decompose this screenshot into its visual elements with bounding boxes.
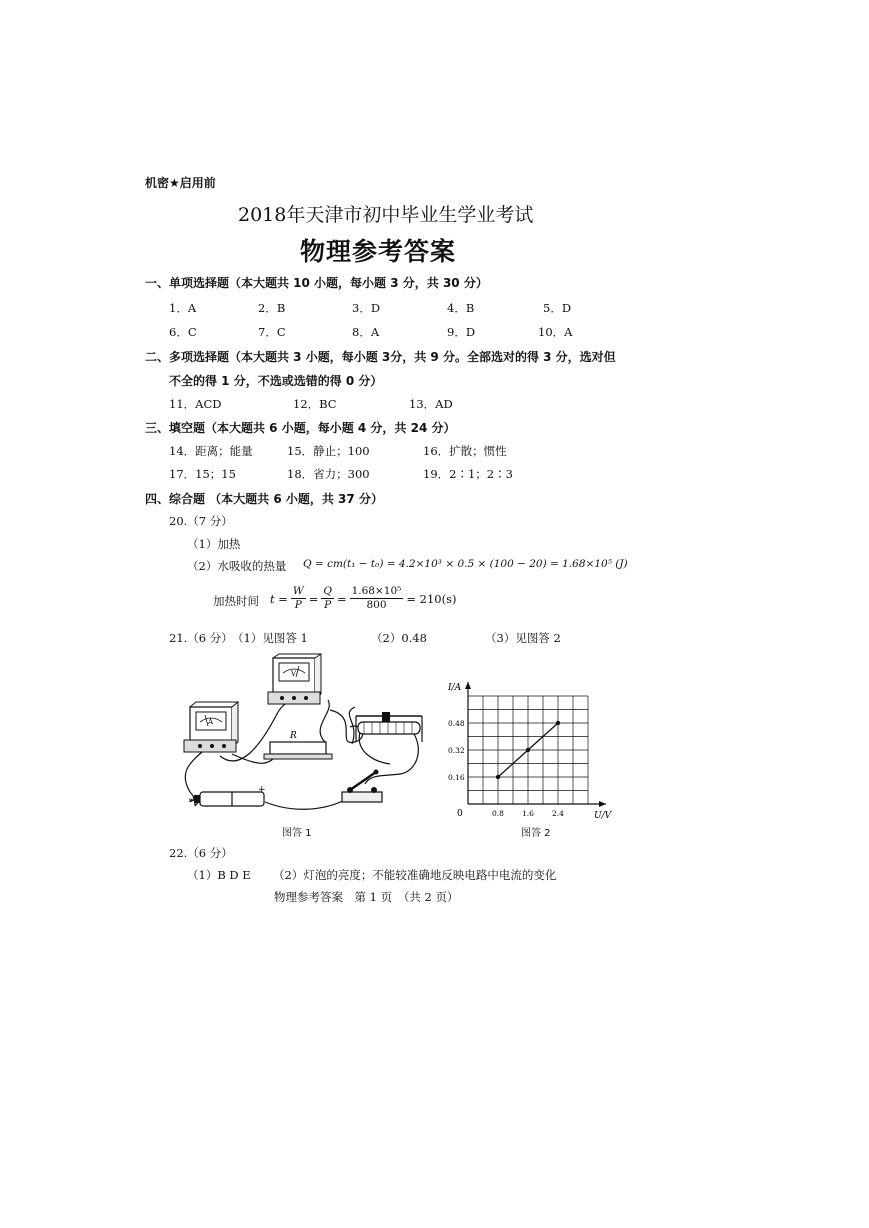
voltmeter	[268, 654, 321, 704]
section-2-title-cont: 不全的得 1 分，不选或选错的得 0 分）	[169, 374, 383, 388]
meter-a-label: A	[208, 718, 214, 726]
y-axis-arrow	[465, 682, 471, 689]
answer-19: 19．2∶1；2∶3	[423, 467, 513, 481]
data-point	[526, 748, 530, 752]
q21-part1: （1）见图答 1	[232, 631, 308, 645]
q20-heat-formula: Q = cm(t₁ − t₀) = 4.2×10³ × 0.5 × (100 − 20) = 1.68×10⁵ (J)	[303, 558, 628, 570]
fraction-value	[350, 585, 404, 612]
fraction-denominator: 800	[366, 599, 387, 611]
q20-heading: 20.（7 分）	[169, 514, 233, 528]
y-tick-label: 0.32	[448, 746, 465, 755]
q21-part2: （2）0.48	[371, 631, 427, 645]
section-2-title: 二、多项选择题（本大题共 3 小题，每小题 3分，共 9 分。全部选对的得 3 分，选对但	[145, 350, 616, 364]
q22-heading: 22.（6 分）	[169, 846, 233, 860]
section-1-title: 一、单项选择题（本大题共 10 小题，每小题 3 分，共 30 分）	[145, 276, 488, 290]
section-3-title: 三、填空题（本大题共 6 小题，每小题 4 分，共 24 分）	[145, 421, 456, 435]
page-footer: 物理参考答案 第 1 页 （共 2 页）	[274, 890, 459, 904]
answer-10: 10．A	[538, 325, 573, 339]
meter-v-label: V	[291, 670, 297, 678]
answer-13: 13．AD	[409, 397, 453, 411]
q20-part2-label: （2）水吸收的热量	[187, 559, 287, 573]
x-tick-label: 2.4	[552, 809, 564, 818]
battery	[188, 785, 266, 806]
y-tick-label: 0.16	[448, 773, 465, 782]
x-tick-label: 1.6	[522, 809, 534, 818]
rheostat	[356, 712, 422, 742]
fraction-denominator: P	[294, 599, 302, 611]
wire	[265, 800, 345, 809]
q22-part1: （1）B D E	[187, 868, 251, 882]
answer-5: 5．D	[543, 301, 572, 315]
fraction-q-over-p	[321, 585, 334, 612]
answer-4: 4．B	[447, 301, 475, 315]
answer-11: 11．ACD	[169, 397, 222, 411]
battery-minus: −	[188, 795, 196, 805]
x-axis-label: U/V	[594, 811, 612, 821]
circuit-diagram	[160, 652, 440, 830]
confidential-label: 机密★启用前	[145, 176, 216, 190]
answer-9: 9．D	[447, 325, 476, 339]
q20-time-formula	[270, 585, 456, 612]
x-tick-label: 0	[457, 809, 463, 819]
q20-time-result: = 210(s)	[406, 591, 457, 606]
q20-part3-label: 加热时间	[213, 594, 259, 608]
answer-12: 12．BC	[293, 397, 337, 411]
answer-15: 15．静止；100	[287, 444, 370, 458]
q20-t-symbol: t =	[270, 591, 288, 606]
y-axis-label: I/A	[448, 683, 462, 693]
answer-3: 3．D	[352, 301, 381, 315]
section-4-title: 四、综合题 （本大题共 6 小题，共 37 分）	[145, 492, 383, 506]
y-tick-label: 0.48	[448, 719, 465, 728]
fraction-numerator: 1.68×10⁵	[351, 585, 402, 597]
fraction-numerator: Q	[323, 585, 332, 597]
answer-18: 18．省力；300	[287, 467, 370, 481]
answer-16: 16．扩散；惯性	[423, 444, 507, 458]
exam-title: 2018年天津市初中毕业生学业考试	[238, 204, 534, 226]
data-point	[556, 721, 560, 725]
q20-part1: （1）加热	[187, 537, 241, 551]
data-point	[496, 775, 500, 779]
answer-8: 8．A	[352, 325, 380, 339]
answer-1: 1．A	[169, 301, 197, 315]
wire	[320, 700, 329, 742]
iu-graph	[446, 680, 612, 822]
fraction-w-over-p	[291, 585, 306, 612]
battery-plus: +	[258, 785, 266, 795]
q21-part3: （3）见图答 2	[485, 631, 561, 645]
page-title: 物理参考答案	[300, 237, 457, 266]
q21-heading: 21.（6 分）	[169, 631, 233, 645]
answer-6: 6．C	[169, 325, 197, 339]
answer-2: 2．B	[258, 301, 286, 315]
figure-2-caption: 图答 2	[521, 828, 551, 839]
wire	[359, 732, 390, 764]
answer-17: 17．15；15	[169, 467, 236, 481]
fraction-numerator: W	[292, 585, 304, 597]
resistor-label: R	[290, 731, 297, 741]
equals-sign: =	[308, 591, 319, 606]
resistor	[264, 731, 332, 759]
equals-sign: =	[336, 591, 347, 606]
x-tick-label: 0.8	[492, 809, 504, 818]
ammeter	[184, 702, 238, 752]
answer-14: 14．距离；能量	[169, 444, 253, 458]
q22-part2: （2）灯泡的亮度；不能较准确地反映电路中电流的变化	[273, 868, 557, 882]
answer-7: 7．C	[258, 325, 286, 339]
switch	[342, 770, 382, 803]
x-axis-arrow	[599, 801, 606, 807]
figure-1-caption: 图答 1	[282, 828, 312, 839]
fraction-denominator: P	[324, 599, 332, 611]
